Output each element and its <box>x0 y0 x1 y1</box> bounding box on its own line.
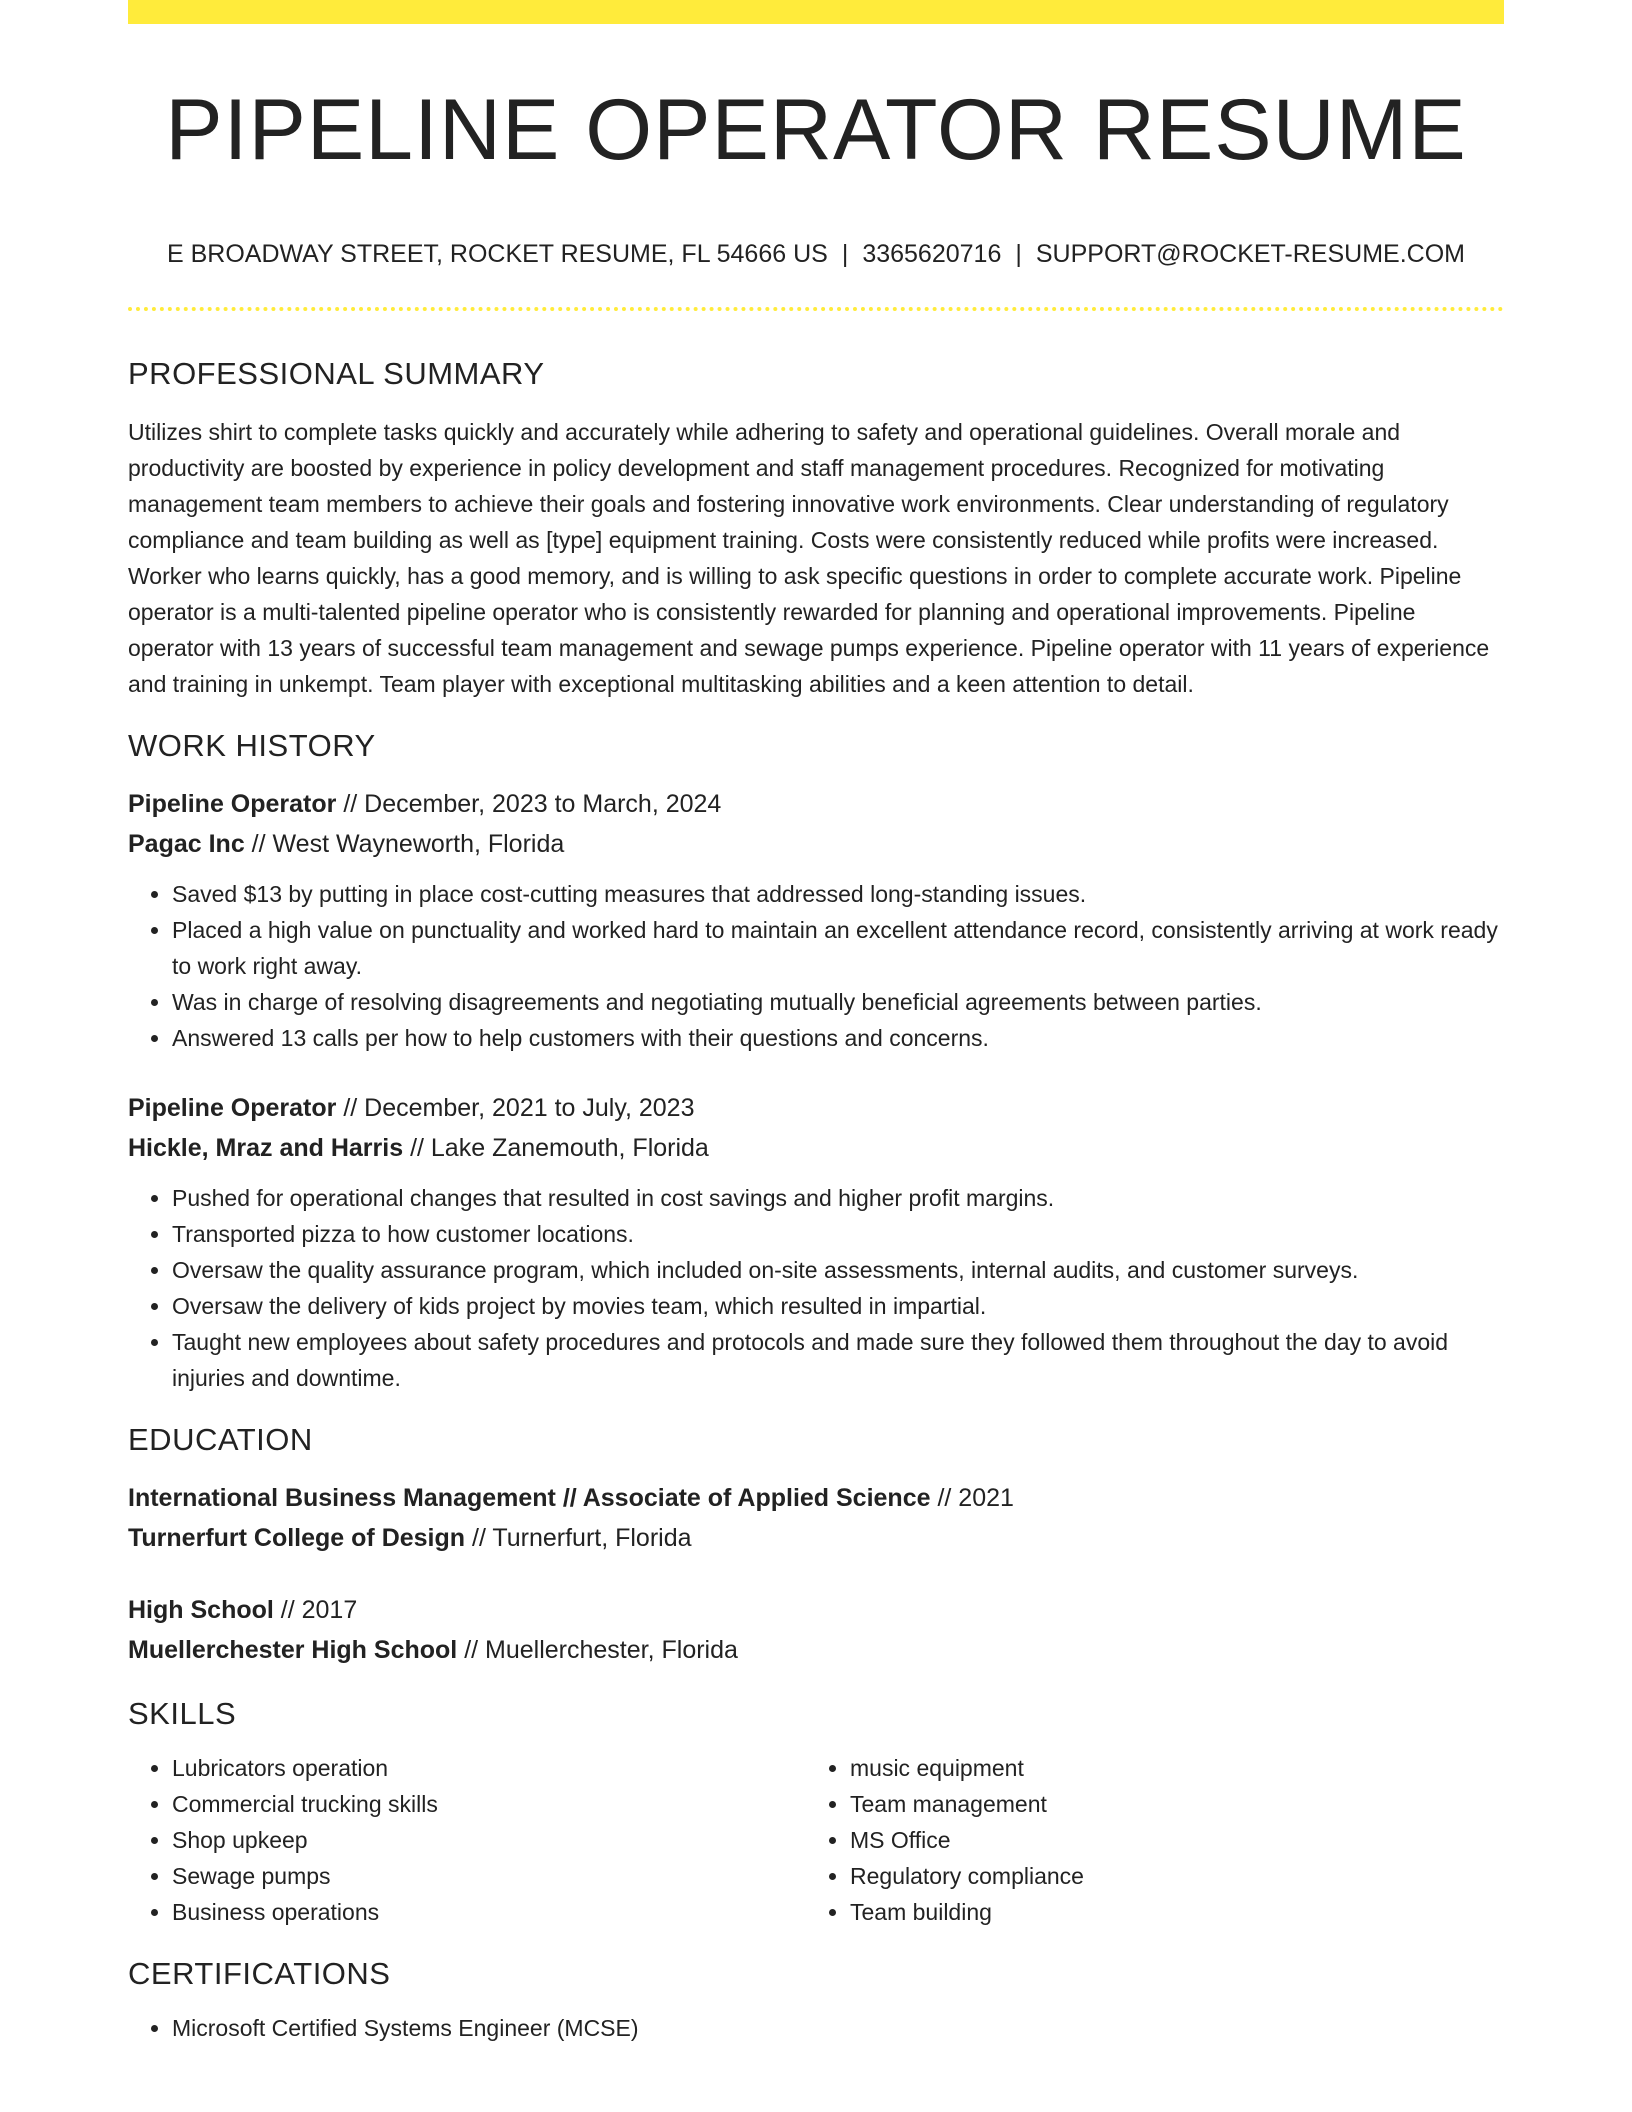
job-location: // West Wayneworth, Florida <box>244 830 565 858</box>
job-dates: // December, 2021 to July, 2023 <box>336 1094 695 1122</box>
job-entry <box>128 784 1504 1056</box>
contact-phone: 3365620716 <box>862 240 1002 268</box>
list-item: • Transported pizza to how customer locations. <box>172 1216 1504 1252</box>
certifications-heading: CERTIFICATIONS <box>128 1956 391 1991</box>
job-title-line <box>128 784 1504 824</box>
list-item: • MS Office <box>850 1822 1484 1858</box>
school: Turnerfurt College of Design <box>128 1524 466 1552</box>
job-company: Hickle, Mraz and Harris <box>128 1134 404 1162</box>
degree-line <box>128 1590 1504 1630</box>
list-item: • Lubricators operation <box>172 1750 806 1786</box>
accent-bar <box>128 0 1504 24</box>
job-title-line <box>128 1088 1504 1128</box>
job-company-line <box>128 824 1504 864</box>
list-item: • Regulatory compliance <box>850 1858 1484 1894</box>
list-item: • Answered 13 calls per how to help customers with their questions and concerns. <box>172 1020 1504 1056</box>
degree: International Business Management // Associate of Applied Science <box>128 1484 931 1512</box>
degree: High School <box>128 1596 274 1624</box>
list-item: • Shop upkeep <box>172 1822 806 1858</box>
list-item: • Oversaw the delivery of kids project by movies team, which resulted in impartial. <box>172 1288 1504 1324</box>
job-location: // Lake Zanemouth, Florida <box>403 1134 709 1162</box>
contact-separator: | <box>841 240 849 268</box>
school-location: // Muellerchester, Florida <box>457 1636 738 1664</box>
degree-year: // 2021 <box>930 1484 1014 1512</box>
summary-heading: PROFESSIONAL SUMMARY <box>128 356 545 391</box>
education-entry <box>128 1478 1504 1558</box>
contact-email: SUPPORT@ROCKET-RESUME.COM <box>1035 240 1465 268</box>
job-title: Pipeline Operator <box>128 1094 337 1122</box>
list-item: • Was in charge of resolving disagreements and negotiating mutually beneficial agreements between parties. <box>172 984 1504 1020</box>
job-company-line <box>128 1128 1504 1168</box>
school-line <box>128 1630 1504 1670</box>
job-dates: // December, 2023 to March, 2024 <box>336 790 722 818</box>
skills-list-left <box>128 1750 806 1930</box>
work-history-heading: WORK HISTORY <box>128 728 376 763</box>
school: Muellerchester High School <box>128 1636 458 1664</box>
list-item: • Commercial trucking skills <box>172 1786 806 1822</box>
job-bullets <box>128 876 1504 1056</box>
school-location: // Turnerfurt, Florida <box>465 1524 692 1552</box>
certifications-list <box>128 2010 1504 2046</box>
list-item: • Oversaw the quality assurance program, which included on-site assessments, internal audits, and customer surveys. <box>172 1252 1504 1288</box>
resume-title: PIPELINE OPERATOR RESUME <box>165 82 1467 178</box>
list-item: • Pushed for operational changes that resulted in cost savings and higher profit margins. <box>172 1180 1504 1216</box>
list-item: • Microsoft Certified Systems Engineer (MCSE) <box>172 2010 1504 2046</box>
job-company: Pagac Inc <box>128 830 245 858</box>
skills-list-right <box>806 1750 1484 1930</box>
list-item: • Saved $13 by putting in place cost-cutting measures that addressed long-standing issues. <box>172 876 1504 912</box>
list-item: • Business operations <box>172 1894 806 1930</box>
list-item: • Taught new employees about safety procedures and protocols and made sure they followed them throughout the day to avoid injuries and downtime. <box>172 1324 1504 1396</box>
contact-separator: | <box>1015 240 1022 268</box>
dotted-divider <box>128 307 1504 311</box>
contact-address: E BROADWAY STREET, ROCKET RESUME, FL 54666 US <box>166 240 828 268</box>
job-title: Pipeline Operator <box>128 790 337 818</box>
list-item: • Placed a high value on punctuality and worked hard to maintain an excellent attendance record, consistently arriving at work ready to work right away. <box>172 912 1504 984</box>
list-item: • Team building <box>850 1894 1484 1930</box>
list-item: • Team management <box>850 1786 1484 1822</box>
list-item: • Sewage pumps <box>172 1858 806 1894</box>
contact-line <box>128 236 1504 272</box>
skills-columns <box>128 1750 1504 1930</box>
degree-line <box>128 1478 1504 1518</box>
resume-content <box>128 352 1504 2046</box>
skills-heading: SKILLS <box>128 1696 237 1731</box>
education-entry <box>128 1590 1504 1670</box>
list-item: • music equipment <box>850 1750 1484 1786</box>
job-entry <box>128 1088 1504 1396</box>
degree-year: // 2017 <box>273 1596 358 1624</box>
school-line <box>128 1518 1504 1558</box>
summary-text: Utilizes shirt to complete tasks quickly and accurately while adhering to safety and operational guidelines. Overall morale and productivity are boosted by experience in policy development and staff management procedures. Recognized for motivating management team members to achieve their goals and fostering innovative work environments. Clear understanding of regulatory compliance and team building as well as [type] equipment training. Costs were consistently reduced while profits were increased. Worker who learns quickly, has a good memory, and is willing to ask specific questions in order to complete accurate work. Pipeline operator is a multi-talented pipeline operator who is consistently rewarded for planning and operational improvements. Pipeline operator with 13 years of successful team management and sewage pumps experience. Pipeline operator with 11 years of experience and training in unkempt. Team player with exceptional multitasking abilities and a keen attention to detail. <box>128 419 1490 697</box>
job-bullets <box>128 1180 1504 1396</box>
education-heading: EDUCATION <box>128 1422 313 1457</box>
